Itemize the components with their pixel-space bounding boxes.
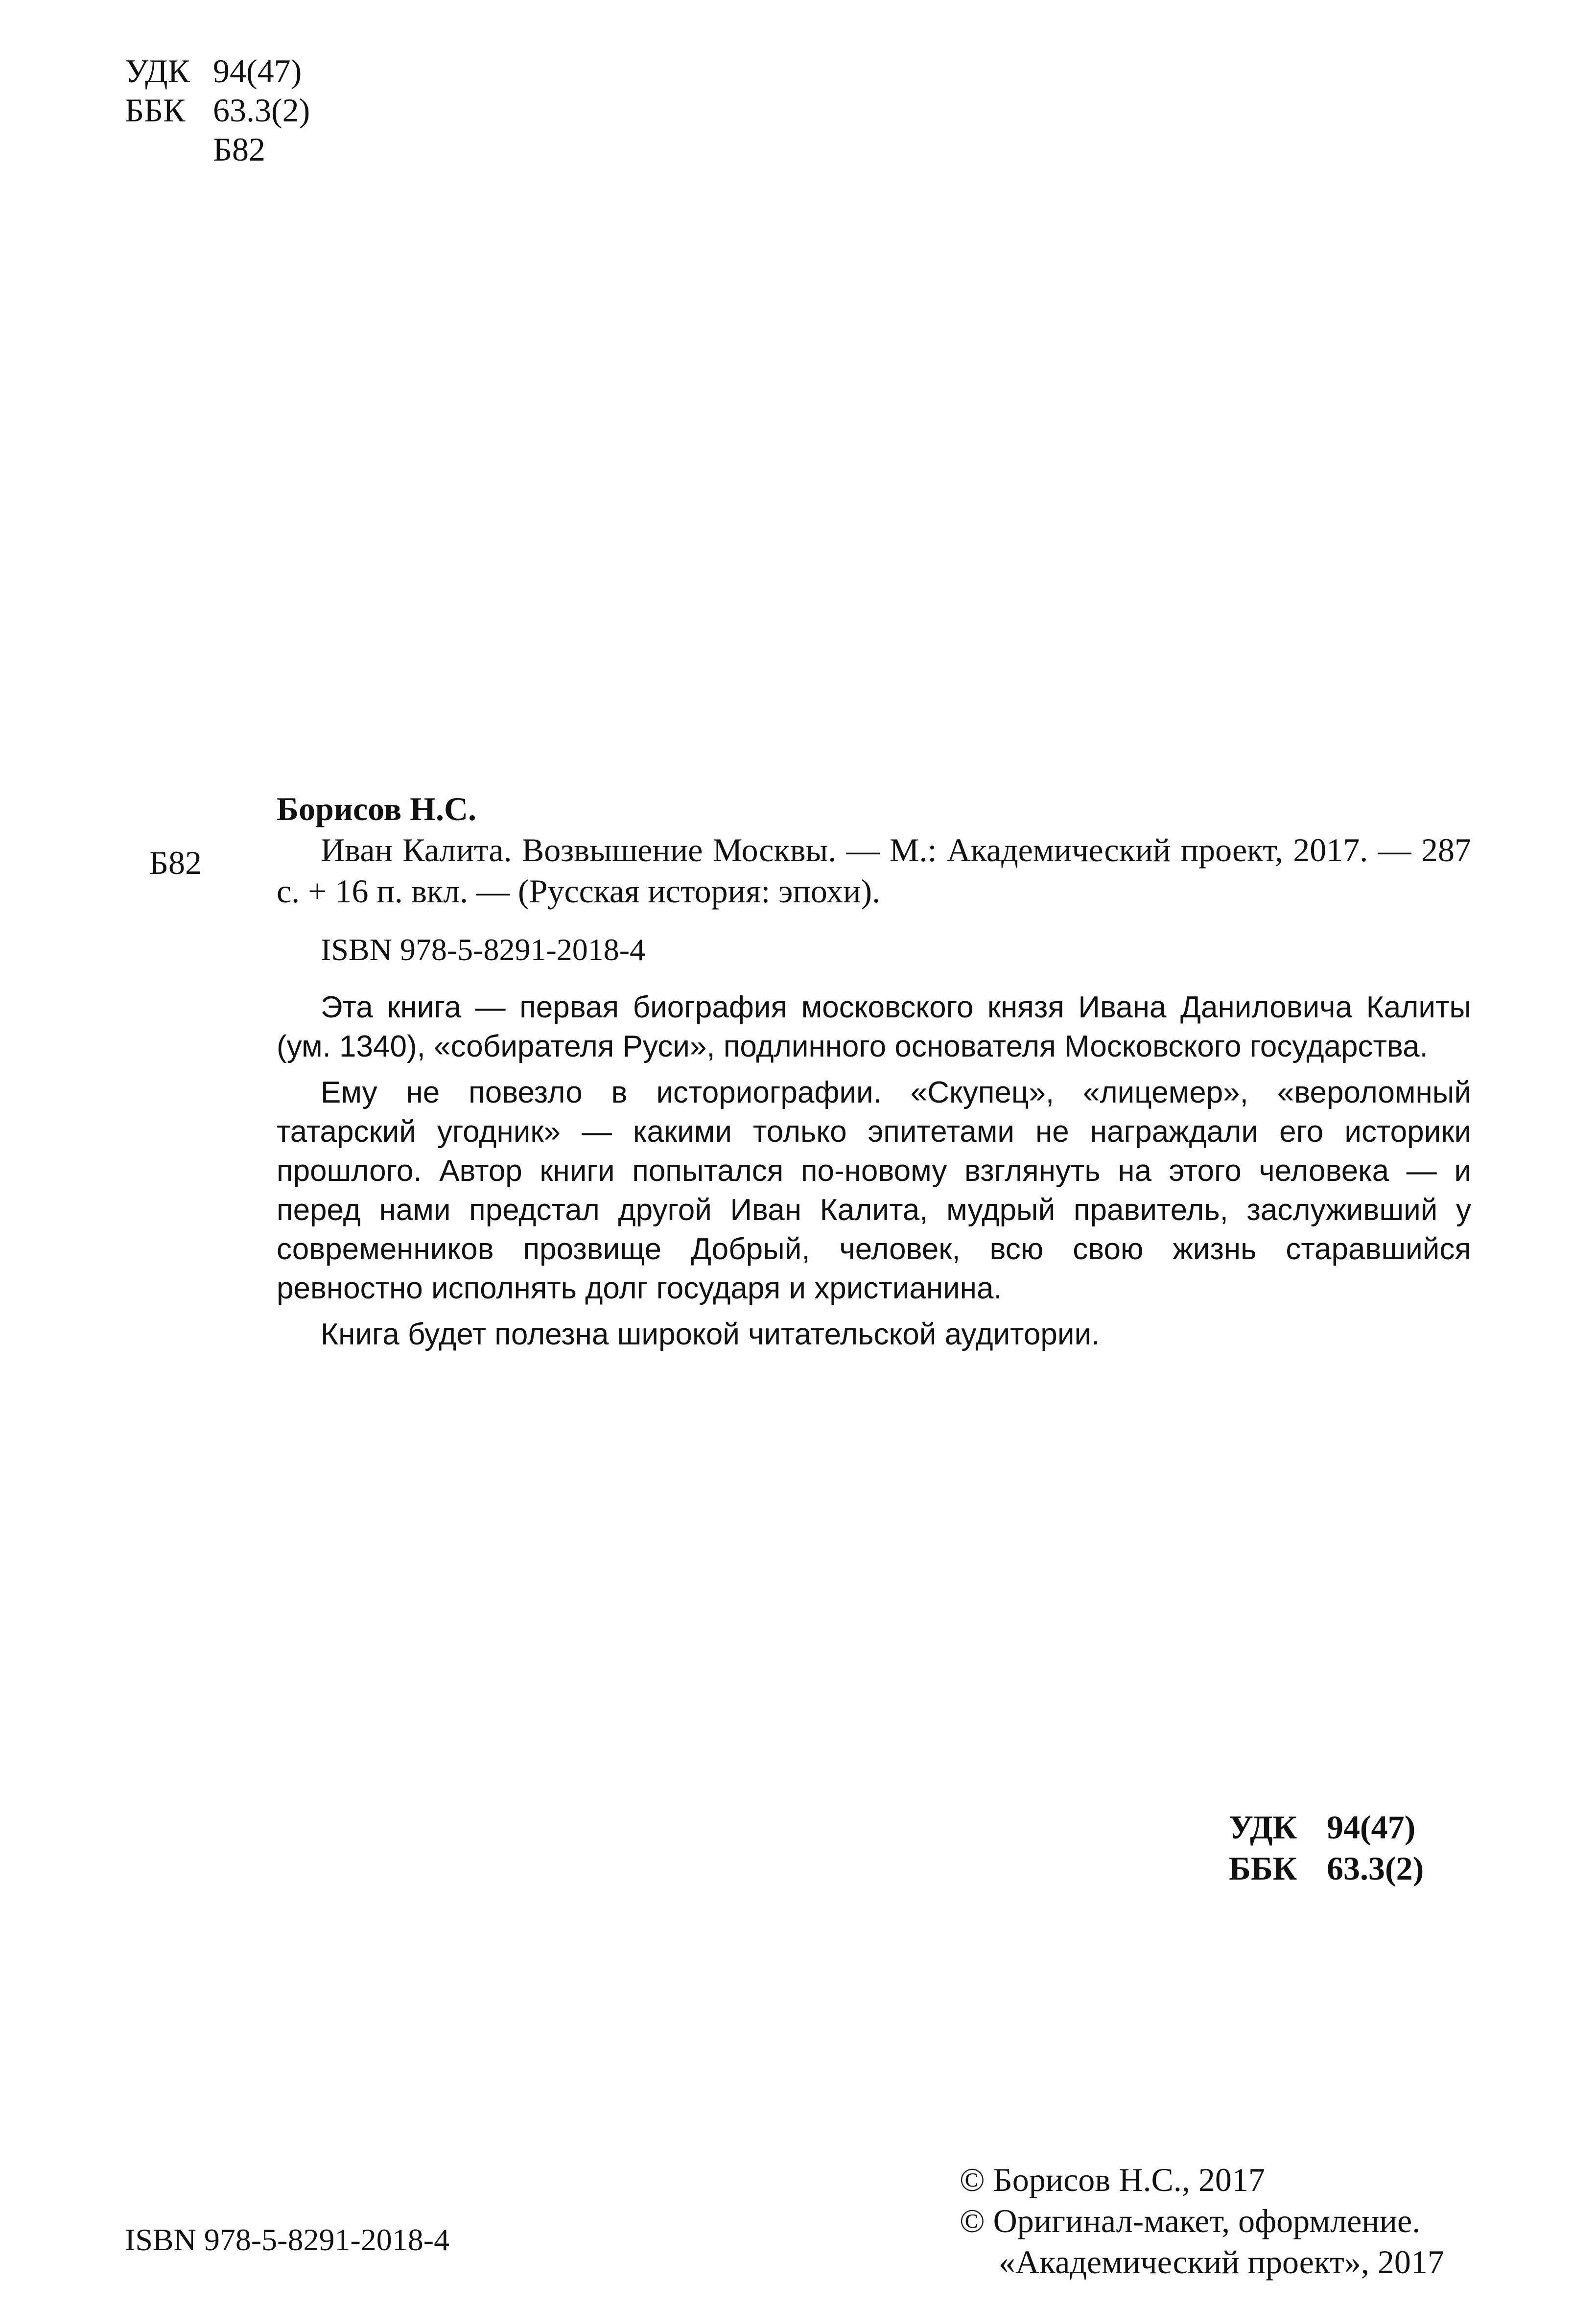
bbk-row [125, 91, 310, 130]
classification-codes-bottom [1229, 1807, 1424, 1889]
card-author-code: Б82 [149, 844, 202, 881]
card-isbn: ISBN 978-5-8291-2018-4 [321, 932, 646, 967]
card-description: Иван Калита. Возвышение Москвы. — М.: Академический проект, 2017. — 287 с. + 16 п. вкл. — (Русская история: эпохи). [277, 831, 1471, 910]
copyright-publisher: «Академический проект», 2017 [999, 2243, 1444, 2281]
card-author: Борисов Н.С. [277, 790, 477, 827]
copyright-layout: © Оригинал-макет, оформление. [960, 2202, 1421, 2239]
bbk-label: ББК [125, 92, 186, 129]
udk-value-bottom: 94(47) [1327, 1809, 1416, 1846]
author-code-top: Б82 [213, 131, 266, 168]
udk-value: 94(47) [213, 52, 302, 90]
annotation-paragraph: Ему не повезло в историографии. «Скупец», «лицемер», «вероломный татарский угодник» — какими только эпитетами не награждали его историки прошлого. Автор книги попытался по-новому взглянуть на этого человека — и перед нами предстал другой Иван Калита, мудрый правитель, заслуживший у современников прозвище Добрый, человек, всю свою жизнь старавшийся ревностно исполнять долг государя и христианина. [277, 1076, 1471, 1305]
udk-row-bottom [1229, 1807, 1424, 1848]
bbk-label-bottom: ББК [1229, 1850, 1297, 1887]
udk-label: УДК [125, 52, 190, 90]
udk-row [125, 51, 310, 91]
bibliographic-card [277, 788, 1471, 1361]
bbk-row-bottom [1229, 1848, 1424, 1889]
card-annotation [277, 988, 1471, 1354]
annotation-paragraph: Эта книга — первая биография московского князя Ивана Даниловича Калиты (ум. 1340), «собирателя Руси», подлинного основателя Московского государства. [277, 990, 1471, 1063]
bbk-value-bottom: 63.3(2) [1327, 1850, 1424, 1887]
isbn-bottom: ISBN 978-5-8291-2018-4 [125, 2222, 450, 2257]
classification-codes-top [125, 51, 310, 169]
copyright-block [960, 2159, 1444, 2283]
bbk-value: 63.3(2) [213, 92, 310, 129]
copyright-author: © Борисов Н.С., 2017 [960, 2161, 1265, 2198]
udk-label-bottom: УДК [1229, 1809, 1297, 1846]
annotation-paragraph: Книга будет полезна широкой читательской аудитории. [321, 1318, 1100, 1351]
